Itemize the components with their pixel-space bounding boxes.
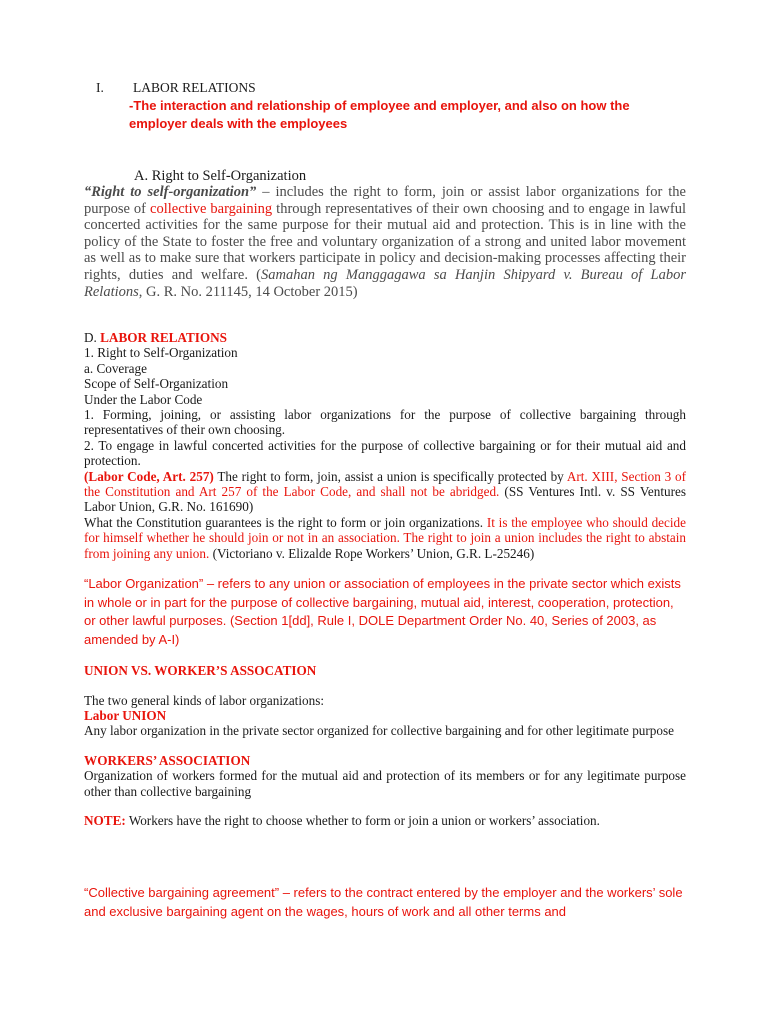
section-title: LABOR RELATIONS xyxy=(133,80,256,95)
note: NOTE: Workers have the right to choose whether to form or join a union or workers’ association. xyxy=(84,812,600,828)
outline-line: Scope of Self-Organization xyxy=(84,376,229,392)
section-i-heading xyxy=(96,80,256,96)
list-item: 1. Forming, joining, or assisting labor organizations for the purpose of collective bargaining through representatives of their own choosing. xyxy=(84,407,686,438)
self-organization-paragraph: “Right to self-organization” – includes the right to form, join or assist labor organizations for the purpose of collective bargaining through representatives of their own choosing and to engage in lawful concerted activities for the same purpose for their mutual aid and protection. This is in line with the policy of the State to foster the free and voluntary organization of a strong and united labor movement as well as to make sure that workers participate in policy and decision-making processes affecting their rights, duties and welfare. (Samahan ng Manggagawa sa Hanjin Shipyard v. Bureau of Labor Relations, G. R. No. 211145, 14 October 2015) xyxy=(84,184,686,300)
labor-code-paragraph: (Labor Code, Art. 257) The right to form, join, assist a union is specifically protected by Art. XIII, Section 3 of the Constitution and Art 257 of the Labor Code, and shall not be abridged. (SS Ventures Intl. v. SS Ventures Labor Union, G.R. No. 161690) xyxy=(84,468,686,515)
section-d xyxy=(84,330,686,921)
outline-line: Under the Labor Code xyxy=(84,391,203,407)
labor-organization-definition: “Labor Organization” – refers to any union or association of employees in the private sector which exists in whole or in part for the purpose of collective bargaining, mutual aid, interest, cooperation, protection, or other lawful purposes. (Section 1[dd], Rule I, DOLE Department Order No. 40, Series of 2003, as amended by A-I) xyxy=(84,576,681,647)
collective-bargaining-highlight: collective bargaining xyxy=(150,200,273,217)
section-d-heading: D. LABOR RELATIONS xyxy=(84,330,228,345)
workers-association-heading: WORKERS’ ASSOCIATION xyxy=(84,752,251,768)
cba-definition: “Collective bargaining agreement” – refers to the contract entered by the employer and the workers’ sole and exclusive bargaining agent on the wages, hours of work and all other terms and xyxy=(84,885,683,919)
workers-association-text: Organization of workers formed for the mutual aid and protection of its members or for any legitimate purpose other than collective bargaining xyxy=(84,768,686,799)
constitution-paragraph: What the Constitution guarantees is the right to form or join organizations. It is the employee who should decide for himself whether he should join or not in an association. The right to join a union includes the right to abstain from joining any union. (Victoriano v. Elizalde Rope Workers’ Union, G.R. L-25246) xyxy=(84,514,686,561)
list-item: 2. To engage in lawful concerted activities for the purpose of collective bargaining or for their mutual aid and protection. xyxy=(84,437,686,469)
section-i-subtitle: -The interaction and relationship of employee and employer, and also on how the employer deals with the employees xyxy=(129,98,630,131)
section-number: I. xyxy=(96,80,104,95)
term-right-to-self-organization: “Right to self-organization” xyxy=(84,184,257,200)
subsection-a-heading: A. Right to Self-Organization xyxy=(134,168,307,184)
union-vs-association-heading: UNION VS. WORKER’S ASSOCATION xyxy=(84,663,317,679)
union-intro: The two general kinds of labor organizations: xyxy=(84,692,324,708)
outline-line: a. Coverage xyxy=(84,360,147,376)
labor-union-text: Any labor organization in the private sector organized for collective bargaining and for other legitimate purpose xyxy=(84,723,674,739)
case-citation: Samahan ng Manggagawa sa Hanjin Shipyard v. Bureau of Labor Relations xyxy=(84,266,686,300)
labor-union-heading: Labor UNION xyxy=(84,707,167,723)
outline-line: 1. Right to Self-Organization xyxy=(84,345,238,361)
note-label: NOTE: xyxy=(84,812,126,828)
